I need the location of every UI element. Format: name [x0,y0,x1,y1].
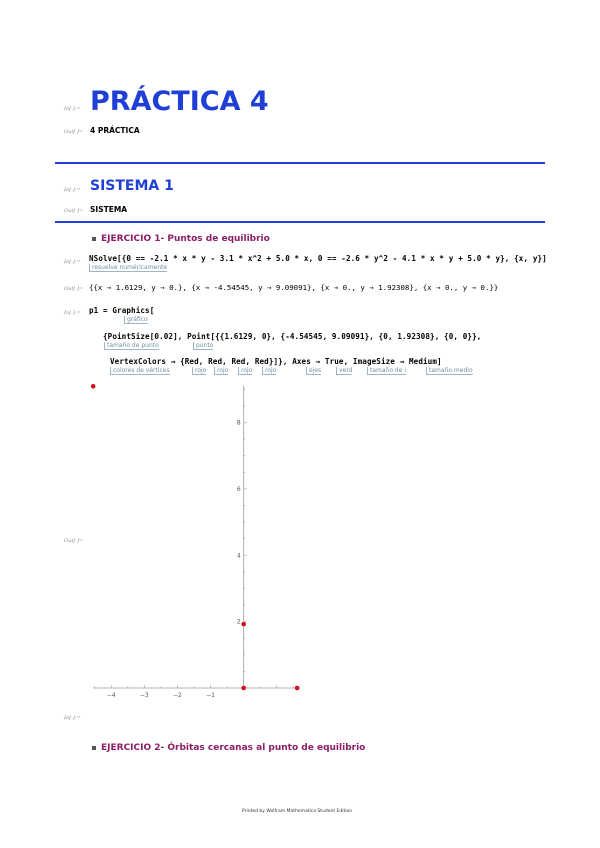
in-label: In[-]:= [64,187,81,193]
red-hint: rojo [214,367,228,375]
graphics-hint: gráfico [124,316,148,324]
out-label: Out[-]= [64,286,84,292]
in-label: In[-]:= [64,715,81,721]
data-point [241,622,246,627]
nsolve-output: {{x → 1.6129, y → 0.}, {x → -4.54545, y → 9.09091}, {x → 0., y → 1.92308}, {x → 0., y → 0.}} [89,283,499,292]
in-label: In[-]:= [64,310,81,316]
plot-points [91,384,300,690]
x-tick-label: −4 [106,692,116,699]
out-label: Out[-]= [64,129,84,135]
red-hint: rojo [192,367,206,375]
red-hint: rojo [238,367,252,375]
in-label: In[-]:= [64,259,81,265]
graphics-input-line-2[interactable]: {PointSize[0.02], Point[{{1.6129, 0}, {-4.54545, 9.09091}, {0, 1.92308}, {0, 0}}, [103,332,482,341]
x-tick-label: −2 [173,692,182,699]
out-label: Out[-]= [64,208,84,214]
medium-hint: tamaño medio [426,367,473,375]
y-tick-label: 2 [236,618,241,626]
nsolve-input[interactable]: NSolve[{0 == -2.1 * x * y - 3.1 * x^2 + 5.0 * x, 0 == -2.6 * y^2 - 4.1 * x * y + 5.0 * y}, {x, y}] [89,254,547,263]
in-label: In[-]:= [64,106,81,112]
y-tick-label: 4 [236,552,241,560]
imagesize-hint: tamaño de i [367,367,406,375]
out-label: Out[-]= [64,538,84,544]
pointsize-hint: tamaño de punto [104,342,159,350]
data-point [241,686,246,691]
true-hint: verd [336,367,352,375]
data-point [295,686,300,691]
graphics-input-line-3[interactable]: VertexColors → {Red, Red, Red, Red}]}, Axes → True, ImageSize → Medium] [110,357,442,366]
x-tick-label: −1 [206,692,216,699]
plot-axes [93,386,300,688]
output-practica: 4 PRÁCTICA [90,126,140,135]
bullet-icon [92,746,96,750]
point-hint: punto [193,342,213,350]
subsection-ejercicio-2[interactable] [92,743,365,753]
x-tick-label: −3 [139,692,149,699]
subsection-label: EJERCICIO 1- Puntos de equilibrio [101,234,270,244]
section-title[interactable]: SISTEMA 1 [90,178,174,194]
plot-ticks [95,389,294,699]
graphics-input-line-1[interactable]: p1 = Graphics[ [89,306,155,315]
data-point [91,384,96,389]
axes-hint: ejes [306,367,321,375]
y-tick-label: 8 [236,419,241,427]
subsection-label: EJERCICIO 2- Órbitas cercanas al punto de equilibrio [101,743,366,753]
output-sistema: SISTEMA [90,205,128,214]
vertexcolors-hint: colores de vértices [110,367,170,375]
red-hint: rojo [262,367,276,375]
footer-note: Printed by Wolfram Mathematica Student Edition [242,809,353,814]
page-title[interactable]: PRÁCTICA 4 [90,86,269,117]
y-tick-label: 6 [236,485,241,493]
nsolve-hint: resuelve numéricamente [89,264,167,272]
